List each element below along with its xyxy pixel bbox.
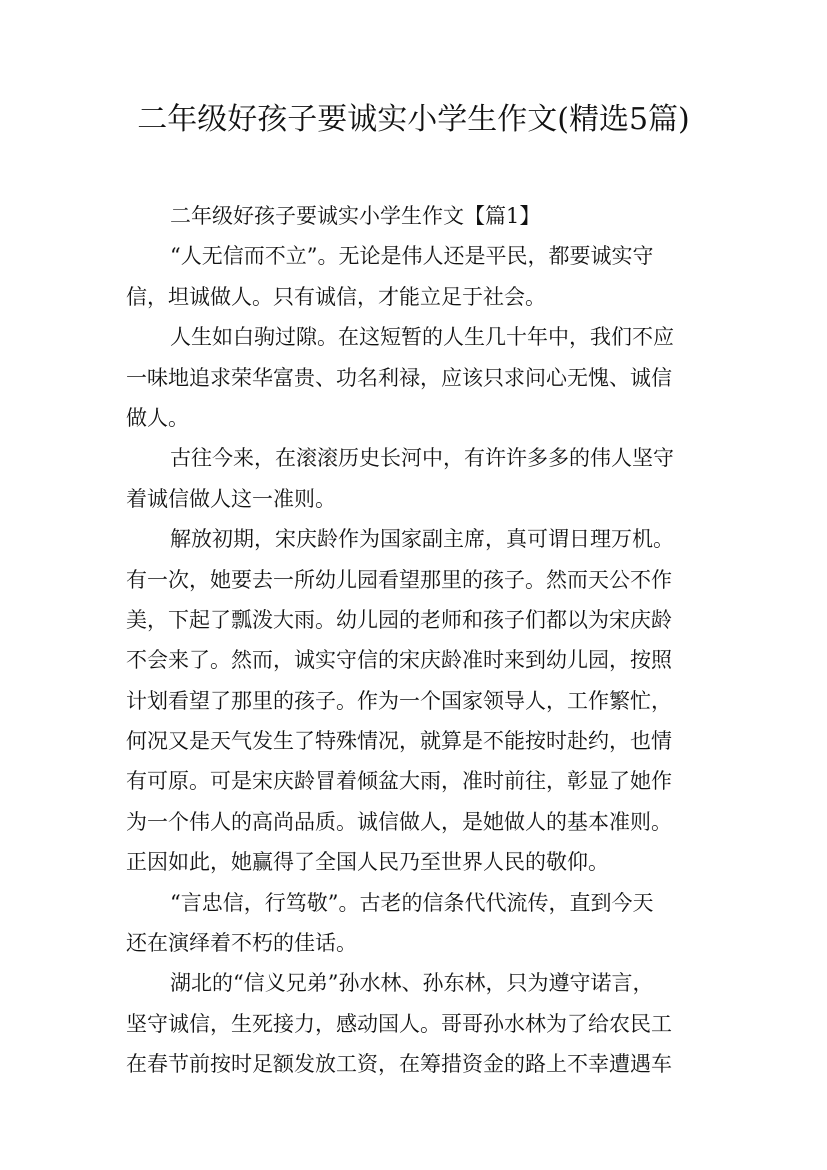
paragraph-line: 着诚信做人这一准则。 (126, 486, 336, 511)
section-heading: 二年级好孩子要诚实小学生作文【篇1】 (170, 204, 541, 228)
paragraph-line: 有一次，她要去一所幼儿园看望那里的孩子。然而天公不作 (126, 567, 672, 592)
paragraph-line: 湖北的“信义兄弟”孙水林、孙东林，只为遵守诺言， (170, 971, 654, 996)
paragraph-line: 解放初期，宋庆龄作为国家副主席，真可谓日理万机。 (170, 527, 674, 552)
paragraph-line: 有可原。可是宋庆龄冒着倾盆大雨，准时前往，彰显了她作 (126, 769, 672, 794)
paragraph-line: 人生如白驹过隙。在这短暂的人生几十年中，我们不应 (170, 325, 674, 350)
paragraph-line: 为一个伟人的高尚品质。诚信做人，是她做人的基本准则。 (126, 809, 672, 834)
paragraph-line: 在春节前按时足额发放工资，在筹措资金的路上不幸遭遇车 (126, 1052, 672, 1077)
paragraph-line: 何况又是天气发生了特殊情况，就算是不能按时赴约，也情 (126, 729, 672, 754)
paragraph-line: 一味地追求荣华富贵、功名利禄，应该只求问心无愧、诚信 (126, 365, 672, 390)
paragraph-line: “言忠信，行笃敬”。古老的信条代代流传，直到今天 (170, 890, 654, 915)
paragraph-line: 不会来了。然而，诚实守信的宋庆龄准时来到幼儿园，按照 (126, 648, 672, 673)
paragraph-line: 信，坦诚做人。只有诚信，才能立足于社会。 (126, 284, 546, 309)
paragraph-line: 还在演绎着不朽的佳话。 (126, 931, 357, 956)
paragraph-line: 美，下起了瓢泼大雨。幼儿园的老师和孩子们都以为宋庆龄 (126, 607, 672, 632)
paragraph-line: 计划看望了那里的孩子。作为一个国家领导人，工作繁忙， (126, 688, 672, 713)
paragraph-line: 做人。 (126, 405, 189, 430)
paragraph-line: 正因如此，她赢得了全国人民乃至世界人民的敬仰。 (126, 850, 609, 875)
paragraph-line: 坚守诚信，生死接力，感动国人。哥哥孙水林为了给农民工 (126, 1011, 672, 1036)
paragraph-line: “人无信而不立”。无论是伟人还是平民，都要诚实守 (170, 244, 654, 269)
document-body (126, 196, 726, 1085)
paragraph-line: 古往今来，在滚滚历史长河中，有许许多多的伟人坚守 (170, 446, 674, 471)
document-title: 二年级好孩子要诚实小学生作文(精选5篇) (137, 102, 690, 137)
